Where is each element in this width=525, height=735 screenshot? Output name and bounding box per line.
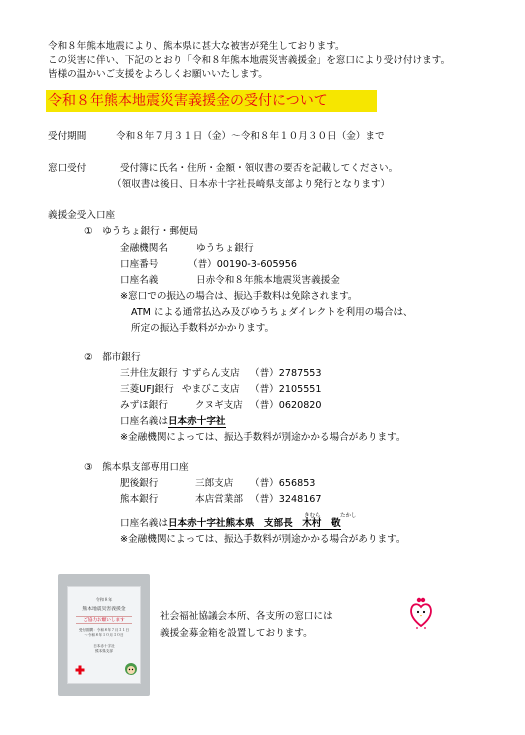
pref-number-1: （普）656853 (250, 478, 316, 489)
red-cross-icon (75, 665, 85, 675)
intro-line-1: 令和８年熊本地震により、熊本県に甚大な被害が発生しております。 (48, 41, 345, 52)
pref-heading: ③ 熊本県支部専用口座 (84, 462, 189, 473)
city-name-prefix: 口座名義は (120, 416, 168, 427)
city-bank-2: 三菱UFJ銀行 (120, 384, 174, 395)
pref-bank-2: 熊本銀行 (120, 494, 159, 505)
pref-bank-1: 肥後銀行 (120, 478, 159, 489)
donation-box-card (67, 586, 141, 684)
counter-line-1: 受付簿に氏名・住所・金額・領収書の要否を記載してください。 (120, 163, 399, 174)
period-value: 令和８年７月３１日（金）～令和８年１０月３０日（金）まで (116, 131, 385, 142)
pref-note: ※金融機関によっては、振込手数料が別途かかる場合があります。 (120, 534, 406, 545)
city-name-value: 日本赤十字社 (167, 416, 226, 427)
city-branch-3: クヌギ支店 (195, 400, 243, 411)
yucho-value-3: 日赤令和８年熊本地震災害義援金 (196, 275, 340, 286)
yucho-heading: ① ゆうちょ銀行・郵便局 (84, 226, 199, 237)
city-branch-1: すずらん支店 (182, 368, 240, 379)
yucho-value-2: （普）00190-3-605956 (188, 259, 297, 270)
pref-account-name (120, 518, 341, 530)
donation-box-photo (58, 574, 150, 696)
box-line-6: 日本赤十字社 (93, 644, 115, 649)
box-line-2: 熊本地震災害義援金 (82, 607, 126, 612)
city-account-name (120, 416, 226, 428)
title-banner: 令和８年熊本地震災害義援金の受付について (46, 90, 377, 112)
pref-name-value: 日本赤十字社熊本県 支部長 木村 敬 (167, 518, 341, 529)
intro-line-2: この災害に伴い、下記のとおり「令和８年熊本地震災害義援金」を窓口により受け付けます。 (48, 55, 451, 66)
pref-number-2: （普）3248167 (250, 494, 322, 505)
yucho-value-1: ゆうちょ銀行 (196, 243, 254, 254)
box-line-5: ～令和８年１０月３０日 (84, 633, 124, 638)
ruby-takashi: たかし (340, 513, 357, 519)
mascot-small-icon (124, 661, 138, 677)
footer-line-1: 社会福祉協議会本所、各支所の窓口には (160, 611, 333, 622)
city-branch-2: やまびこ支店 (182, 384, 240, 395)
yucho-label-2: 口座番号 (120, 259, 159, 270)
city-number-1: （普）2787553 (250, 368, 322, 379)
box-line-1: 令和８年 (95, 597, 113, 602)
intro-line-3: 皆様の温かいご支援をよろしくお願いいたします。 (48, 69, 268, 80)
footer-line-2: 義援金募金箱を設置しております。 (160, 628, 313, 639)
yucho-note-1: ※窓口での振込の場合は、振込手数料は免除されます。 (120, 291, 358, 302)
box-line-7: 熊本県支部 (95, 649, 113, 654)
city-number-2: （普）2105551 (250, 384, 322, 395)
yucho-note-2: ATM による通常払込み及びゆうちょダイレクトを利用の場合は、 (131, 307, 413, 318)
period-label: 受付期間 (48, 131, 87, 142)
pref-name-prefix: 口座名義は (120, 518, 168, 529)
counter-line-2: （領収書は後日、日本赤十字社長崎県支部より発行となります） (112, 179, 391, 190)
yucho-label-3: 口座名義 (120, 275, 159, 286)
city-note: ※金融機関によっては、振込手数料が別途かかる場合があります。 (120, 432, 406, 443)
city-heading: ② 都市銀行 (84, 352, 141, 363)
yucho-note-3: 所定の振込手数料がかかります。 (131, 323, 275, 334)
box-line-3: ご協力お願いします (76, 616, 132, 624)
yucho-label-1: 金融機関名 (120, 243, 168, 254)
heart-bird-mascot-icon (408, 595, 434, 629)
city-bank-1: 三井住友銀行 (120, 368, 178, 379)
city-number-3: （普）0620820 (250, 400, 322, 411)
accounts-heading: 義援金受入口座 (48, 210, 116, 221)
counter-label: 窓口受付 (48, 163, 87, 174)
pref-branch-2: 本店営業部 (195, 494, 243, 505)
box-line-4: 受付期間：令和８年７月３１日 (78, 628, 130, 632)
ruby-kimura: きむら (304, 513, 321, 519)
city-bank-3: みずほ銀行 (120, 400, 168, 411)
pref-branch-1: 三郎支店 (195, 478, 234, 489)
